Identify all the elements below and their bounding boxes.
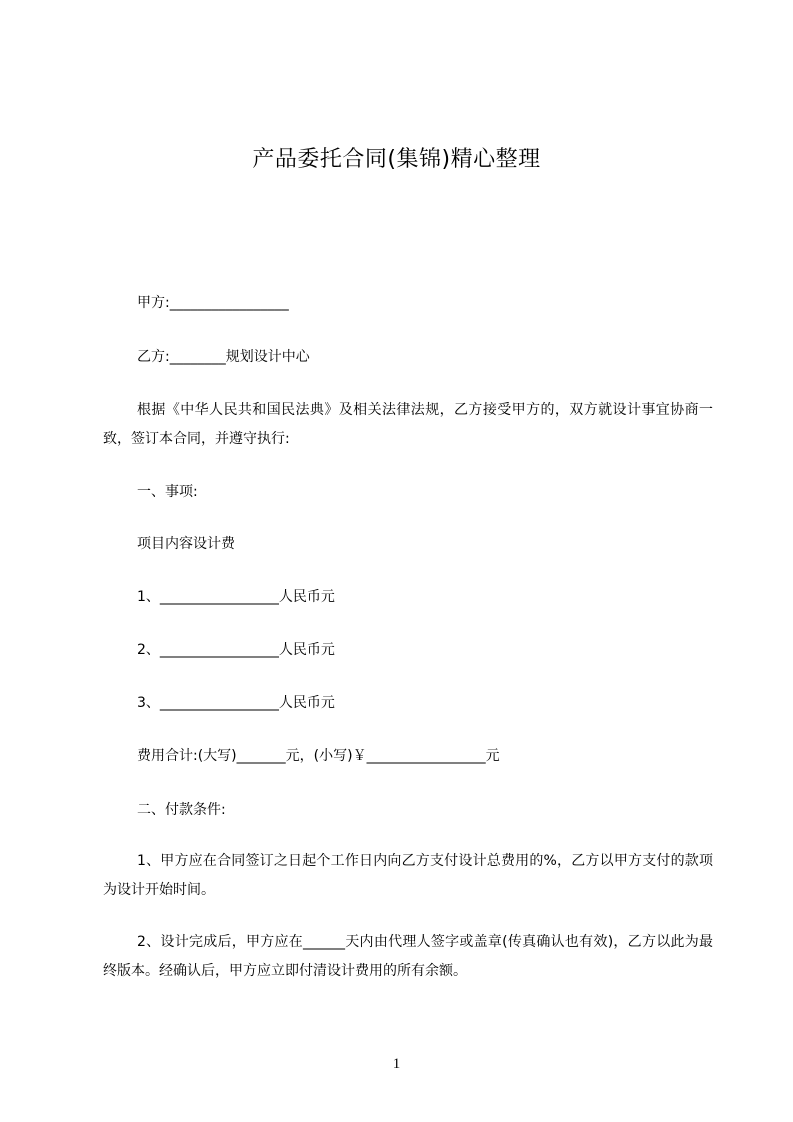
party-b-line: 乙方:________规划设计中心 xyxy=(137,349,310,365)
document-title: 产品委托合同(集锦)精心整理 xyxy=(252,147,541,172)
payment-clause-1: 1、甲方应在合同签订之日起个工作日内向乙方支付设计总费用的%，乙方以甲方支付的款项为设计开始时间。 xyxy=(103,853,713,898)
intro-paragraph: 根据《中华人民共和国民法典》及相关法律法规，乙方接受甲方的，双方就设计事宜协商一致，签订本合同，并遵守执行: xyxy=(103,402,713,447)
fee-item-1: 1、_________________人民币元 xyxy=(137,589,335,605)
project-content-line: 项目内容设计费 xyxy=(137,536,235,552)
fee-item-2: 2、_________________人民币元 xyxy=(137,642,335,658)
payment-clause-2: 2、设计完成后，甲方应在______天内由代理人签字或盖章(传真确认也有效)，乙方以此为最终版本。经确认后，甲方应立即付清设计费用的所有余额。 xyxy=(103,934,713,979)
section-1-heading: 一、事项: xyxy=(137,484,198,500)
fee-total-line: 费用合计:(大写)_______元，(小写)￥_________________元 xyxy=(137,748,500,764)
section-2-heading: 二、付款条件: xyxy=(137,802,226,818)
page-number: 1 xyxy=(392,1056,401,1072)
fee-item-3: 3、_________________人民币元 xyxy=(137,695,335,711)
party-a-line: 甲方:_________________ xyxy=(137,295,289,311)
